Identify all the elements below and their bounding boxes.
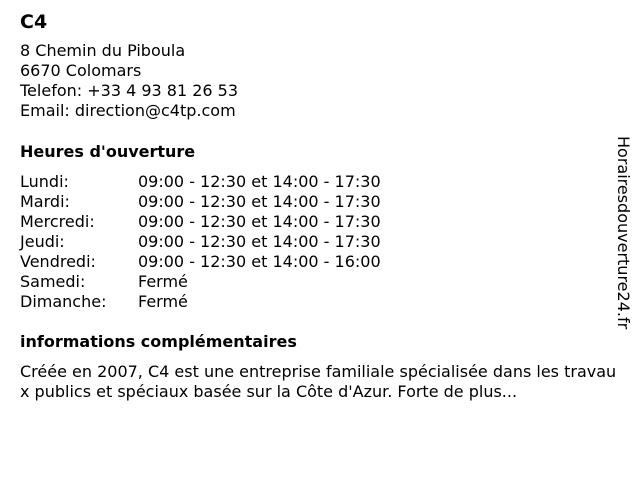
hours-row (20, 192, 620, 212)
hours-time: 09:00 - 12:30 et 14:00 - 16:00 (138, 252, 381, 271)
hours-time: Fermé (138, 292, 188, 311)
address-street: 8 Chemin du Piboula (20, 41, 186, 60)
hours-row (20, 232, 620, 252)
hours-row (20, 172, 620, 192)
address-city: 6670 Colomars (20, 61, 142, 80)
hours-day: Lundi: (20, 172, 69, 191)
email-address: Email: direction@c4tp.com (20, 101, 236, 120)
hours-day: Mercredi: (20, 212, 95, 231)
hours-day: Mardi: (20, 192, 70, 211)
hours-day: Vendredi: (20, 252, 96, 271)
info-description: Créée en 2007, C4 est une entreprise familiale spécialisée dans les travaux publics et spéciaux basée sur la Côte d'Azur. Forte de plus... (20, 362, 617, 401)
hours-time: 09:00 - 12:30 et 14:00 - 17:30 (138, 232, 381, 251)
hours-row (20, 252, 620, 272)
address-block (20, 41, 620, 121)
hours-time: 09:00 - 12:30 et 14:00 - 17:30 (138, 192, 381, 211)
hours-row (20, 272, 620, 292)
phone-number: Telefon: +33 4 93 81 26 53 (20, 81, 239, 100)
hours-time: Fermé (138, 272, 188, 291)
hours-day: Samedi: (20, 272, 86, 291)
hours-row (20, 292, 620, 312)
hours-heading: Heures d'ouverture (20, 142, 196, 161)
business-name: C4 (20, 11, 48, 33)
hours-time: 09:00 - 12:30 et 14:00 - 17:30 (138, 172, 381, 191)
hours-day: Jeudi: (20, 232, 65, 251)
hours-row (20, 212, 620, 232)
info-heading: informations complémentaires (20, 332, 297, 351)
business-card (20, 10, 620, 402)
site-watermark: Horairesdouverture24.fr (614, 136, 633, 330)
hours-table (20, 172, 620, 312)
hours-time: 09:00 - 12:30 et 14:00 - 17:30 (138, 212, 381, 231)
hours-day: Dimanche: (20, 292, 107, 311)
